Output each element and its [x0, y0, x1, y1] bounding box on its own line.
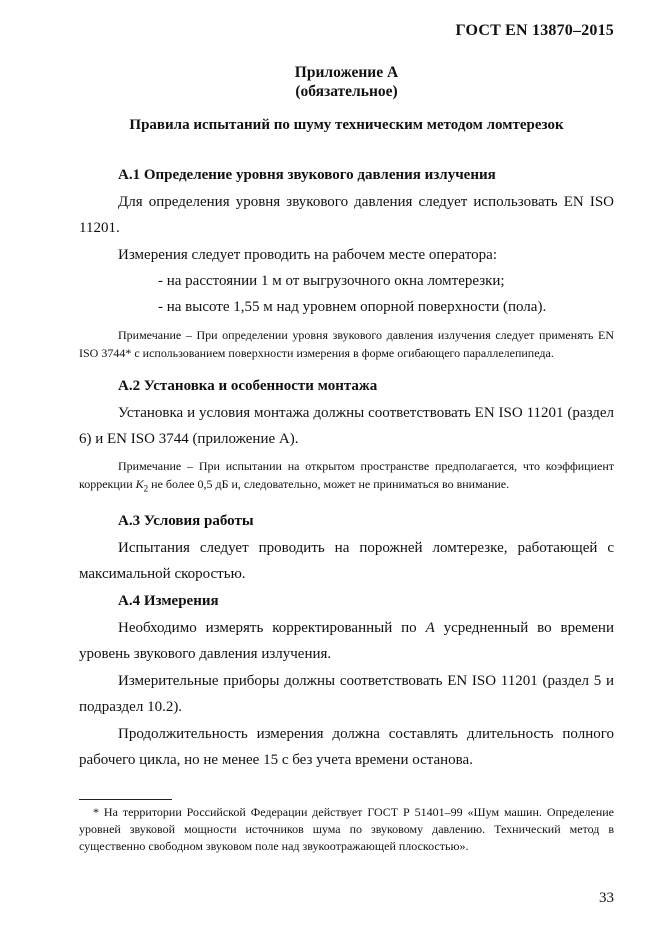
section-a4-heading: А.4 Измерения	[118, 593, 219, 610]
footnote-divider	[79, 799, 172, 800]
list-item: - на расстоянии 1 м от выгрузочного окна ломтерезки;	[158, 273, 505, 289]
footnote: * На территории Российской Федерации действует ГОСТ Р 51401–99 «Шум машин. Определение уровней звуковой мощности источников шума по звуковому давлению. Технический метод в существенно свободном звуковом поле над звукоотражающей плоскостью».	[79, 805, 614, 853]
paragraph-text: усредненный во времени уровень звукового давления излучения.	[79, 620, 614, 663]
document-code-header: ГОСТ EN 13870–2015	[455, 22, 614, 39]
appendix-status: (обязательное)	[295, 83, 398, 100]
note-text: не более 0,5 дБ и, следовательно, может не приниматься во внимание.	[148, 476, 510, 491]
symbol: А	[425, 620, 435, 637]
section-a1-paragraph: Измерения следует проводить на рабочем месте оператора:	[118, 247, 497, 263]
section-a3-heading: А.3 Условия работы	[118, 513, 254, 530]
section-a4-paragraph	[79, 615, 614, 667]
page-number: 33	[599, 890, 614, 906]
section-a1-note: Примечание – При определении уровня звукового давления излучения следует применять EN ISO 3744* с использованием поверхности измерения в форме огибающего параллелепипеда.	[79, 328, 614, 360]
section-a3-paragraph: Испытания следует проводить на порожней ломтерезке, работающей с максимальной скоростью.	[79, 540, 614, 583]
note-symbol: K	[135, 476, 144, 491]
appendix-title: Правила испытаний по шуму техническим методом ломтерезок	[129, 117, 564, 133]
section-a2-heading: А.2 Установка и особенности монтажа	[118, 378, 378, 394]
list-item: - на высоте 1,55 м над уровнем опорной поверхности (пола).	[158, 299, 547, 315]
note-subscript: 2	[143, 482, 149, 493]
page-content	[79, 63, 614, 773]
note-text: Примечание – При испытании на открытом пространстве предполагается, что коэффициент коррекции	[79, 459, 614, 491]
section-a2-paragraph: Установка и условия монтажа должны соответствовать EN ISO 11201 (раздел 6) и EN ISO 3744 (приложение А).	[79, 405, 614, 447]
paragraph-text: Необходимо измерять корректированный по	[118, 620, 426, 637]
section-a1-heading: А.1 Определение уровня звукового давления излучения	[118, 167, 496, 183]
section-a2-note	[79, 458, 614, 497]
section-a1-paragraph: Для определения уровня звукового давления следует использовать EN ISO 11201.	[79, 194, 614, 236]
appendix-label: Приложение А	[294, 64, 399, 81]
section-a4-paragraph: Измерительные приборы должны соответствовать EN ISO 11201 (раздел 5 и подраздел 10.2).	[79, 673, 614, 716]
section-a4-paragraph: Продолжительность измерения должна составлять длительность полного рабочего цикла, но не менее 15 с без учета времени останова.	[79, 726, 614, 769]
